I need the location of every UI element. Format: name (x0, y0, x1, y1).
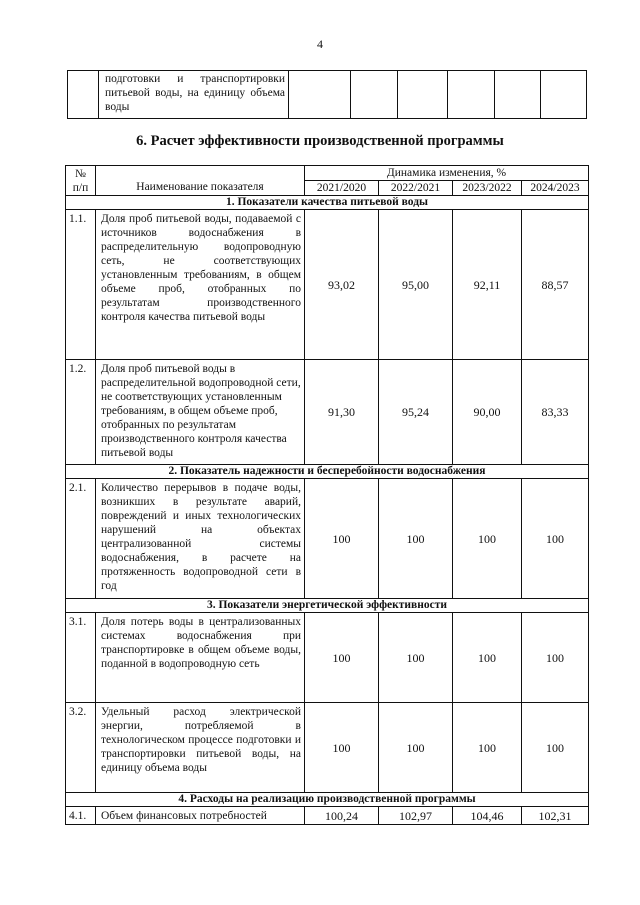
empty-cell (448, 71, 495, 119)
row-number: 1.2. (66, 360, 96, 465)
section-title: 4. Расходы на реализацию производственной программы (66, 793, 589, 807)
section-row (66, 599, 589, 613)
row-value: 100,24 (305, 807, 379, 825)
row-value: 100 (305, 479, 379, 599)
header-year-cell: 2022/2021 (379, 181, 453, 196)
row-value: 100 (379, 613, 453, 703)
row-value: 100 (522, 703, 589, 793)
row-number: 2.1. (66, 479, 96, 599)
row-value: 92,11 (453, 210, 522, 360)
table-row (66, 703, 589, 793)
row-name: Объем финансовых потребностей (96, 807, 305, 825)
row-number: 3.2. (66, 703, 96, 793)
row-value: 100 (453, 613, 522, 703)
row-value: 91,30 (305, 360, 379, 465)
row-number: 4.1. (66, 807, 96, 825)
header-dynamics-cell: Динамика изменения, % (305, 166, 589, 181)
row-value: 95,00 (379, 210, 453, 360)
continued-row-text: подготовки и транспортировки питьевой воды, на единицу объема воды (99, 71, 289, 119)
row-value: 102,31 (522, 807, 589, 825)
row-value: 100 (522, 613, 589, 703)
table-row (68, 71, 587, 119)
section-title: 1. Показатели качества питьевой воды (66, 196, 589, 210)
header-year-cell: 2023/2022 (453, 181, 522, 196)
header-name-cell: Наименование показателя (96, 166, 305, 196)
continued-table (67, 70, 587, 119)
row-value: 100 (305, 613, 379, 703)
empty-cell (495, 71, 541, 119)
row-name: Доля проб питьевой воды, подаваемой с источников водоснабжения в распределительную водопроводную сеть, не соответствующих установленным требованиям, в общем объеме проб, отобранных по результатам производственного контроля качества питьевой воды (96, 210, 305, 360)
row-name: Доля потерь воды в централизованных системах водоснабжения при транспортировке в общем объеме воды, поданной в водопроводную сеть (96, 613, 305, 703)
header-num-line2: п/п (72, 182, 89, 194)
table-row (66, 210, 589, 360)
page-number: 4 (317, 37, 323, 51)
row-value: 100 (379, 703, 453, 793)
table-row (66, 613, 589, 703)
empty-cell (68, 71, 99, 119)
row-number: 1.1. (66, 210, 96, 360)
row-value: 100 (453, 479, 522, 599)
header-year-cell: 2024/2023 (522, 181, 589, 196)
row-number: 3.1. (66, 613, 96, 703)
table-row (66, 479, 589, 599)
row-value: 102,97 (379, 807, 453, 825)
empty-cell (351, 71, 398, 119)
section-title: 3. Показатели энергетической эффективности (66, 599, 589, 613)
row-value: 90,00 (453, 360, 522, 465)
header-year-cell: 2021/2020 (305, 181, 379, 196)
row-value: 104,46 (453, 807, 522, 825)
row-value: 83,33 (522, 360, 589, 465)
row-name: Удельный расход электрической энергии, потребляемой в технологическом процессе подготовки и транспортировки питьевой воды, на единицу объема воды (96, 703, 305, 793)
row-value: 95,24 (379, 360, 453, 465)
page-title: 6. Расчет эффективности производственной программы (136, 133, 504, 149)
section-title: 2. Показатель надежности и бесперебойности водоснабжения (66, 465, 589, 479)
header-num-cell (66, 166, 96, 196)
empty-cell (541, 71, 587, 119)
row-value: 100 (522, 479, 589, 599)
section-row (66, 793, 589, 807)
efficiency-table (65, 165, 589, 825)
table-row (66, 807, 589, 825)
header-num-line1: № (75, 168, 86, 180)
table-row (66, 360, 589, 465)
row-name: Количество перерывов в подаче воды, возникших в результате аварий, повреждений и иных технологических нарушений на объектах централизованной системы водоснабжения, в расчете на протяженность водопроводной сети в год (96, 479, 305, 599)
section-row (66, 196, 589, 210)
row-value: 88,57 (522, 210, 589, 360)
empty-cell (398, 71, 448, 119)
header-row (66, 166, 589, 181)
empty-cell (289, 71, 351, 119)
row-value: 100 (305, 703, 379, 793)
row-name: Доля проб питьевой воды в распределительной водопроводной сети, не соответствующих установленным требованиям, в общем объеме проб, отобранных по результатам производственного контроля качества питьевой воды (96, 360, 305, 465)
section-row (66, 465, 589, 479)
row-value: 93,02 (305, 210, 379, 360)
row-value: 100 (453, 703, 522, 793)
row-value: 100 (379, 479, 453, 599)
